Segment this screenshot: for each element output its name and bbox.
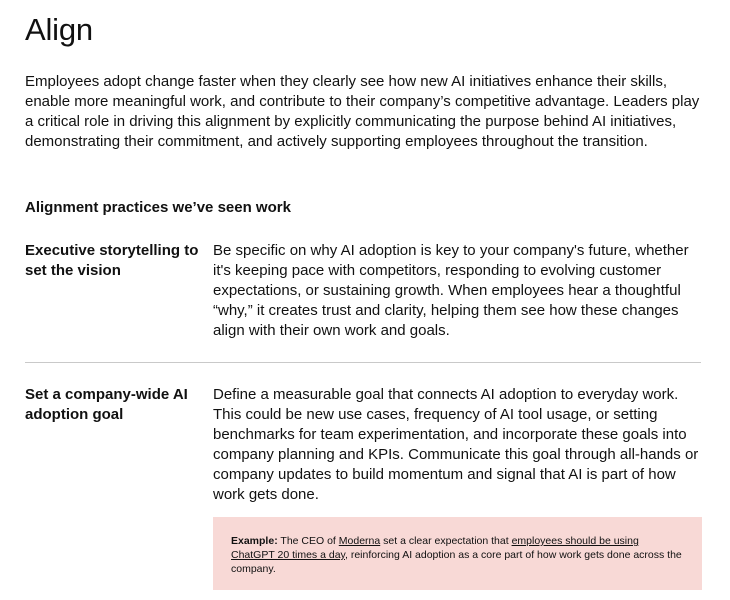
chatgpt-usage-link[interactable]: employees should be using ChatGPT 20 times a day — [231, 535, 639, 561]
practice-description: Be specific on why AI adoption is key to your company's future, whether it's keeping pace with competitors, responding to evolving customer expectations, or sustaining growth. When employees hear a thoughtful “why,” it creates trust and clarity, helping them see how these changes align with their own work and goals. — [213, 242, 689, 339]
section-divider — [25, 362, 701, 363]
example-text: set a clear expectation that — [380, 535, 512, 547]
page-title: Align — [25, 12, 93, 47]
example-text: , reinforcing AI adoption as a core part of how work gets done across the company. — [231, 549, 682, 575]
practice-description: Define a measurable goal that connects AI adoption to everyday work. This could be new use cases, frequency of AI tool usage, or setting benchmarks for team experimentation, and incorporate these goals into company planning and KPIs. Communicate this goal through all-hands or company updates to build momentum and signal that AI is part of how work gets done. — [213, 386, 699, 503]
example-callout — [213, 517, 702, 590]
practice-label: Executive storytelling to set the vision — [25, 242, 199, 279]
example-text: The CEO of — [277, 535, 339, 547]
practices-heading: Alignment practices we’ve seen work — [25, 199, 291, 216]
moderna-link[interactable]: Moderna — [338, 535, 381, 547]
example-prefix: Example: — [231, 535, 278, 547]
intro-paragraph: Employees adopt change faster when they clearly see how new AI initiatives enhance their skills, enable more meaningful work, and contribute to their company’s competitive advantage. Leaders play a critical role in driving this alignment by explicitly communicating the purpose behind AI initiatives, demonstrating their commitment, and actively supporting employees throughout the transition. — [25, 73, 700, 150]
practice-label: Set a company-wide AI adoption goal — [25, 386, 188, 423]
